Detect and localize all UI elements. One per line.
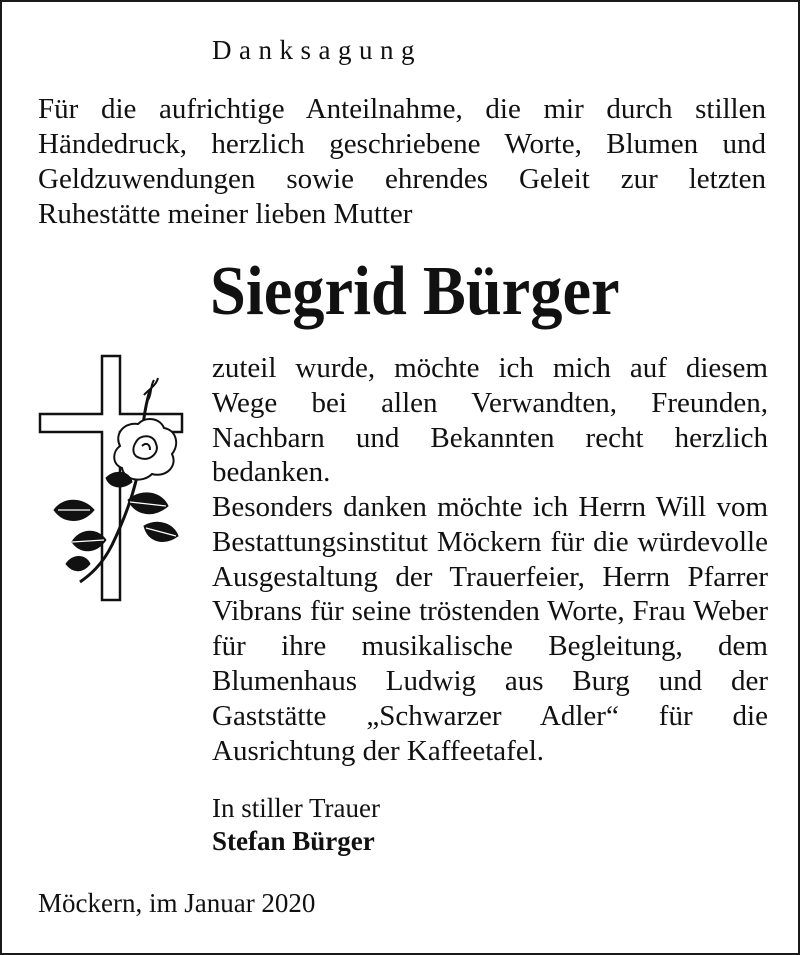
intro-paragraph: Für die aufrichtige Anteilnahme, die mir durch stillen Händedruck, herzlich geschriebene Worte, Blumen und Geldzuwendungen sowie ehrendes Geleit zur letzten Ruhestätte meiner lieben Mutter <box>38 93 766 230</box>
signer-name: Stefan Bürger <box>212 826 375 856</box>
ad-heading: Danksagung <box>212 35 422 65</box>
cross-with-rose-icon <box>32 350 192 610</box>
body-paragraph-2: Besonders danken möchte ich Herrn Will vom Bestattungsinstitut Möckern für die würdevolle Ausgestaltung der Trauerfeier, Herrn Pfarrer Vibrans für seine tröstenden Worte, Frau Weber für ihre musikalische Begleitung, dem Blumenhaus Ludwig aus Burg und der Gaststätte „Schwarzer Adler“ für die Ausrichtung der Kaffeetafel. <box>212 491 768 767</box>
deceased-name: Siegrid Bürger <box>210 253 620 330</box>
closing-line: In stiller Trauer <box>212 793 380 823</box>
body-paragraph-1: zuteil wurde, möchte ich mich auf diesem Wege bei allen Verwandten, Freunden, Nachbarn und Bekannten recht herzlich bedanken. <box>212 352 768 489</box>
place-date: Möckern, im Januar 2020 <box>38 888 316 918</box>
